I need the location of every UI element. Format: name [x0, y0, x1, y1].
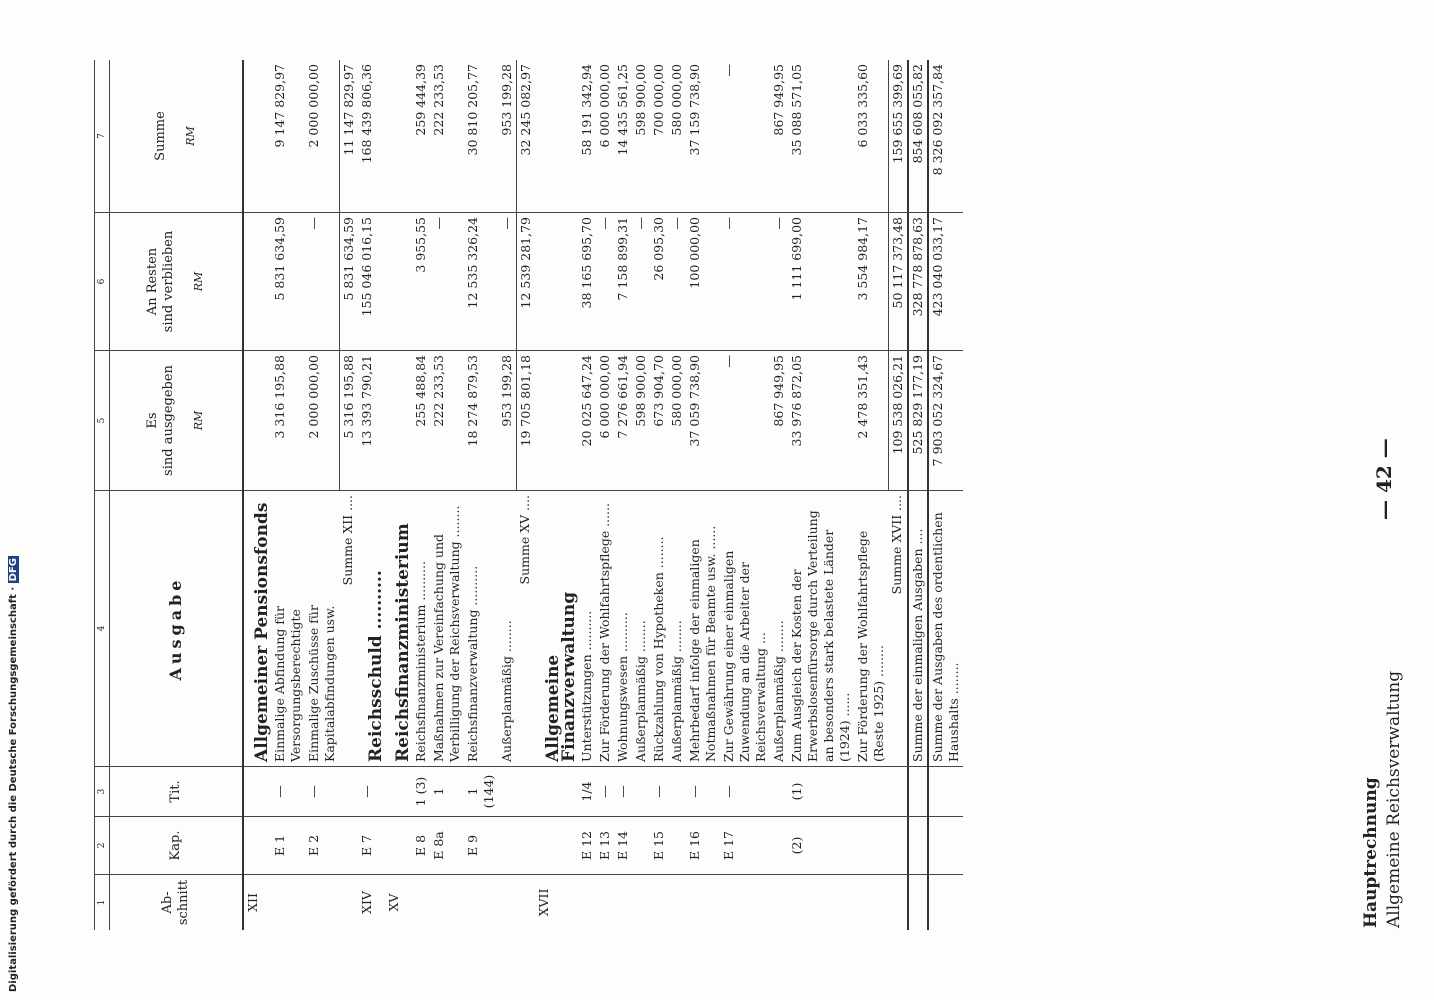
- cell-c4: Zum Ausgleich der Kosten der Erwerbslosenfürsorge durch Verteilung an besonders stark belastete Länder (1924) ......: [788, 490, 854, 766]
- cell-c7: 854 608 055,82: [907, 60, 927, 212]
- cell-c2: E 7: [358, 816, 385, 874]
- cell-c3: (1): [788, 766, 854, 816]
- cell-c1: [854, 874, 888, 930]
- cell-c5: 37 059 738,90: [686, 350, 720, 490]
- cell-c7: 168 439 806,36: [359, 64, 374, 164]
- table-row: [596, 60, 614, 930]
- section-row: [358, 60, 385, 930]
- cell-c7: [244, 60, 271, 212]
- cell-c5: 525 829 177,19: [907, 350, 927, 490]
- cell-c7: 259 444,39: [413, 64, 428, 136]
- cell-c1: [888, 874, 907, 930]
- section-row: [535, 60, 578, 930]
- cell-c6: —: [770, 212, 788, 350]
- cell-c7: 2 000 000,00: [306, 64, 321, 148]
- table-row: [464, 60, 498, 930]
- cell-c7: [535, 60, 578, 212]
- cell-c2: E 12: [578, 816, 596, 874]
- cell-c1: [720, 874, 770, 930]
- cell-c7: 35 088 571,05: [789, 64, 804, 156]
- cell-c7: 6 000 000,00: [597, 64, 612, 148]
- cell-c2: [854, 816, 888, 874]
- cell-c3: —: [650, 766, 668, 816]
- cell-c2: [385, 816, 412, 874]
- cell-c5: 255 488,84: [412, 350, 430, 490]
- cell-c3: [516, 766, 535, 816]
- table-row: [770, 60, 788, 930]
- cell-c5: 5 316 195,88: [339, 350, 358, 490]
- cell-c6: 3 955,55: [412, 212, 430, 350]
- cell-c4: Maßnahmen zur Vereinfachung und Verbilligung der Reichsverwaltung ........: [430, 490, 464, 766]
- table-row: [498, 60, 516, 930]
- cell-c4: Reichsschuld ..........: [358, 490, 385, 766]
- section-row: [385, 60, 412, 930]
- cell-c2: [516, 816, 535, 874]
- cell-c6: 3 554 984,17: [854, 212, 888, 350]
- cell-c1: [596, 874, 614, 930]
- cell-c6: [535, 212, 578, 350]
- cell-c3: [385, 766, 412, 816]
- cell-c1: [927, 874, 963, 930]
- cell-c2: [535, 816, 578, 874]
- cell-c5: 19 705 801,18: [516, 350, 535, 490]
- cell-c6: —: [430, 212, 464, 350]
- cell-c7: 222 233,53: [431, 64, 446, 136]
- cell-c1: XIV: [358, 874, 385, 930]
- cell-c7: 6 033 335,60: [855, 64, 870, 148]
- cell-c4: Summe der einmaligen Ausgaben ....: [907, 490, 927, 766]
- cell-c2: [770, 816, 788, 874]
- cell-c6: —: [720, 212, 770, 350]
- cell-c6: —: [498, 212, 516, 350]
- cell-c6: 12 539 281,79: [516, 212, 535, 350]
- cell-c5: 598 900,00: [632, 350, 650, 490]
- cell-c5: 33 976 872,05: [788, 350, 854, 490]
- cell-c6: 1 111 699,00: [788, 212, 854, 350]
- cell-c1: [907, 874, 927, 930]
- table-row: [720, 60, 770, 930]
- cell-c4: Zur Förderung der Wohlfahrtspflege (Reste 1925) ........: [854, 490, 888, 766]
- cell-c7: 9 147 829,97: [272, 64, 287, 148]
- cell-c1: [578, 874, 596, 930]
- cell-c4: Wohnungswesen ..........: [614, 490, 632, 766]
- colnum: 2: [95, 816, 109, 874]
- table-row: [650, 60, 668, 930]
- colnum: 6: [95, 212, 109, 350]
- colnum: 1: [95, 874, 109, 930]
- cell-c6: 5 831 634,59: [271, 212, 305, 350]
- cell-c1: [614, 874, 632, 930]
- table-row: [632, 60, 650, 930]
- cell-c3: 1 (3): [412, 766, 430, 816]
- colnum: 7: [97, 133, 107, 139]
- cell-c5: 6 000 000,00: [596, 350, 614, 490]
- colnum: 3: [95, 766, 109, 816]
- cell-c4: Reichsfinanzministerium ..........: [412, 490, 430, 766]
- cell-c6: 7 158 899,31: [614, 212, 632, 350]
- page-number: — 42 —: [1372, 438, 1396, 520]
- cell-c1: [788, 874, 854, 930]
- cell-c3: —: [358, 766, 385, 816]
- cell-c1: [650, 874, 668, 930]
- cell-c7: 11 147 829,97: [339, 60, 358, 212]
- cell-c1: [516, 874, 535, 930]
- cell-c3: [854, 766, 888, 816]
- header-abschnitt: Ab- schnitt: [110, 874, 242, 930]
- section-row: [244, 60, 271, 930]
- table-body: [244, 60, 963, 930]
- cell-c6: [244, 212, 271, 350]
- cell-c5: 222 233,53: [430, 350, 464, 490]
- cell-c4: Reichsfinanzministerium: [385, 490, 412, 766]
- cell-c4: Summe XV ....: [516, 490, 535, 766]
- cell-c7: 37 159 738,90: [687, 64, 702, 156]
- cell-c1: [686, 874, 720, 930]
- cell-c5: 867 949,95: [770, 350, 788, 490]
- cell-c7: 32 245 082,97: [516, 60, 535, 212]
- cell-c4: Zur Gewährung einer einmaligen Zuwendung an die Arbeiter der Reichsverwaltung ...: [720, 490, 770, 766]
- header-summe: Summe RM: [153, 111, 197, 161]
- cell-c1: XII: [244, 874, 271, 930]
- cell-c2: E 9: [464, 816, 498, 874]
- cell-c6: —: [632, 212, 650, 350]
- cell-c4: Allgemeine Finanzverwaltung: [535, 490, 578, 766]
- cell-c1: [668, 874, 686, 930]
- column-header-row: [110, 60, 244, 930]
- total-row: [927, 60, 963, 930]
- cell-c6: —: [668, 212, 686, 350]
- cell-c5: [535, 350, 578, 490]
- cell-c7: 867 949,95: [771, 64, 786, 136]
- cell-c5: 109 538 026,21: [888, 350, 907, 490]
- cell-c5: [385, 350, 412, 490]
- cell-c7: 580 000,00: [669, 64, 684, 136]
- cell-c4: Unterstützungen ..........: [578, 490, 596, 766]
- cell-c3: [244, 766, 271, 816]
- cell-c1: [632, 874, 650, 930]
- cell-c3: [535, 766, 578, 816]
- cell-c3: [668, 766, 686, 816]
- cell-c1: [412, 874, 430, 930]
- cell-c2: E 1: [271, 816, 305, 874]
- cell-c3: 1/4: [578, 766, 596, 816]
- subtotal-row: [516, 60, 535, 930]
- cell-c6: 38 165 695,70: [578, 212, 596, 350]
- cell-c5: 580 000,00: [668, 350, 686, 490]
- header-kap: Kap.: [110, 816, 242, 874]
- document-title: Hauptrechnung: [1361, 777, 1381, 928]
- cell-c5: 7 903 052 324,67: [927, 350, 963, 490]
- cell-c6: 100 000,00: [686, 212, 720, 350]
- cell-c4: Außerplanmäßig ........: [498, 490, 516, 766]
- cell-c6: 155 046 016,15: [358, 212, 385, 350]
- cell-c5: 20 025 647,24: [578, 350, 596, 490]
- cell-c7: 14 435 561,25: [615, 64, 630, 156]
- cell-c2: [244, 816, 271, 874]
- document-subtitle: Allgemeine Reichsverwaltung: [1384, 670, 1404, 928]
- cell-c4: Summe XII ....: [339, 490, 358, 766]
- credit-text: Digitalisierung gefördert durch die Deutsche Forschungsgemeinschaft ·: [8, 583, 19, 992]
- cell-c2: [927, 816, 963, 874]
- cell-c4: Zur Förderung der Wohlfahrtspflege ......: [596, 490, 614, 766]
- cell-c4: Einmalige Abfindung für Versorgungsberechtigte: [271, 490, 305, 766]
- cell-c2: E 2: [305, 816, 339, 874]
- colnum: 4: [95, 490, 109, 766]
- cell-c3: 1: [430, 766, 464, 816]
- cell-c2: E 17: [720, 816, 770, 874]
- table-row: [578, 60, 596, 930]
- header-reste: An Resten sind verblieben RM: [110, 212, 242, 350]
- cell-c3: [632, 766, 650, 816]
- cell-c3: [770, 766, 788, 816]
- cell-c3: —: [686, 766, 720, 816]
- cell-c6: 26 095,30: [650, 212, 668, 350]
- cell-c3: [907, 766, 927, 816]
- cell-c7: 700 000,00: [651, 64, 666, 136]
- table-row: [854, 60, 888, 930]
- cell-c5: [244, 350, 271, 490]
- header-ausgegeben: Es sind ausgegeben RM: [110, 350, 242, 490]
- cell-c1: [430, 874, 464, 930]
- cell-c2: E 15: [650, 816, 668, 874]
- cell-c7: 159 655 399,69: [888, 60, 907, 212]
- cell-c6: 328 778 878,63: [907, 212, 927, 350]
- cell-c3: [339, 766, 358, 816]
- cell-c6: 12 535 326,24: [464, 212, 498, 350]
- table-row: [686, 60, 720, 930]
- cell-c5: 13 393 790,21: [358, 350, 385, 490]
- cell-c2: E 16: [686, 816, 720, 874]
- digitization-credit: [8, 8, 19, 992]
- cell-c7: [385, 60, 412, 212]
- cell-c4: Summe XVII ....: [888, 490, 907, 766]
- cell-c3: —: [271, 766, 305, 816]
- cell-c4: Mehrbedarf infolge der einmaligen Notmaßnahmen für Beamte usw. ......: [686, 490, 720, 766]
- cell-c2: (2): [788, 816, 854, 874]
- cell-c2: E 8a: [430, 816, 464, 874]
- cell-c3: [498, 766, 516, 816]
- cell-c7: 598 900,00: [633, 64, 648, 136]
- cell-c2: E 8: [412, 816, 430, 874]
- cell-c6: —: [305, 212, 339, 350]
- cell-c4: Einmalige Zuschüsse für Kapitalabfindungen usw.: [305, 490, 339, 766]
- cell-c4: Rückzahlung von Hypotheken ........: [650, 490, 668, 766]
- cell-c6: [385, 212, 412, 350]
- column-number-row: [94, 60, 110, 930]
- cell-c7: 953 199,28: [499, 64, 514, 136]
- cell-c3: [888, 766, 907, 816]
- cell-c6: 423 040 033,17: [927, 212, 963, 350]
- cell-c5: 7 276 661,94: [614, 350, 632, 490]
- table-row: [271, 60, 305, 930]
- cell-c1: [271, 874, 305, 930]
- cell-c5: 3 316 195,88: [271, 350, 305, 490]
- cell-c4: Außerplanmäßig ........: [668, 490, 686, 766]
- cell-c4: Reichsfinanzverwaltung ..........: [464, 490, 498, 766]
- cell-c5: 953 199,28: [498, 350, 516, 490]
- cell-c7: 58 191 342,94: [579, 64, 594, 156]
- cell-c7: —: [721, 64, 736, 77]
- subtotal-row: [339, 60, 358, 930]
- cell-c3: —: [614, 766, 632, 816]
- table-row: [788, 60, 854, 930]
- cell-c5: 2 000 000,00: [305, 350, 339, 490]
- cell-c3: —: [305, 766, 339, 816]
- dfg-logo: DFG: [8, 558, 19, 582]
- cell-c4: Summe der Ausgaben des ordentlichen Haushalts ........: [927, 490, 963, 766]
- table-row: [412, 60, 430, 930]
- cell-c2: [339, 816, 358, 874]
- cell-c4: Allgemeiner Pensionsfonds: [244, 490, 271, 766]
- cell-c2: [907, 816, 927, 874]
- cell-c2: [668, 816, 686, 874]
- cell-c1: XV: [385, 874, 412, 930]
- expenditure-table: [94, 60, 963, 930]
- cell-c3: [927, 766, 963, 816]
- header-tit: Tit.: [110, 766, 242, 816]
- cell-c2: [888, 816, 907, 874]
- cell-c6: 50 117 373,48: [888, 212, 907, 350]
- cell-c7: 30 810 205,77: [465, 64, 480, 156]
- cell-c5: 2 478 351,43: [854, 350, 888, 490]
- cell-c5: 18 274 879,53: [464, 350, 498, 490]
- cell-c3: 1 (144): [464, 766, 498, 816]
- cell-c3: —: [720, 766, 770, 816]
- cell-c2: [632, 816, 650, 874]
- cell-c1: [770, 874, 788, 930]
- cell-c1: [305, 874, 339, 930]
- cell-c4: Außerplanmäßig ........: [770, 490, 788, 766]
- total-row: [907, 60, 927, 930]
- table-row: [305, 60, 339, 930]
- cell-c1: [464, 874, 498, 930]
- cell-c6: —: [596, 212, 614, 350]
- cell-c1: XVII: [535, 874, 578, 930]
- cell-c1: [498, 874, 516, 930]
- cell-c2: E 13: [596, 816, 614, 874]
- cell-c5: —: [720, 350, 770, 490]
- table-row: [614, 60, 632, 930]
- cell-c3: —: [596, 766, 614, 816]
- table-row: [668, 60, 686, 930]
- table-row: [430, 60, 464, 930]
- subtotal-row: [888, 60, 907, 930]
- cell-c2: [498, 816, 516, 874]
- cell-c6: 5 831 634,59: [339, 212, 358, 350]
- cell-c1: [339, 874, 358, 930]
- cell-c4: Außerplanmäßig ........: [632, 490, 650, 766]
- cell-c7: 8 326 092 357,84: [927, 60, 963, 212]
- cell-c5: 673 904,70: [650, 350, 668, 490]
- colnum: 5: [95, 350, 109, 490]
- header-ausgabe: Ausgabe: [110, 490, 242, 766]
- cell-c2: E 14: [614, 816, 632, 874]
